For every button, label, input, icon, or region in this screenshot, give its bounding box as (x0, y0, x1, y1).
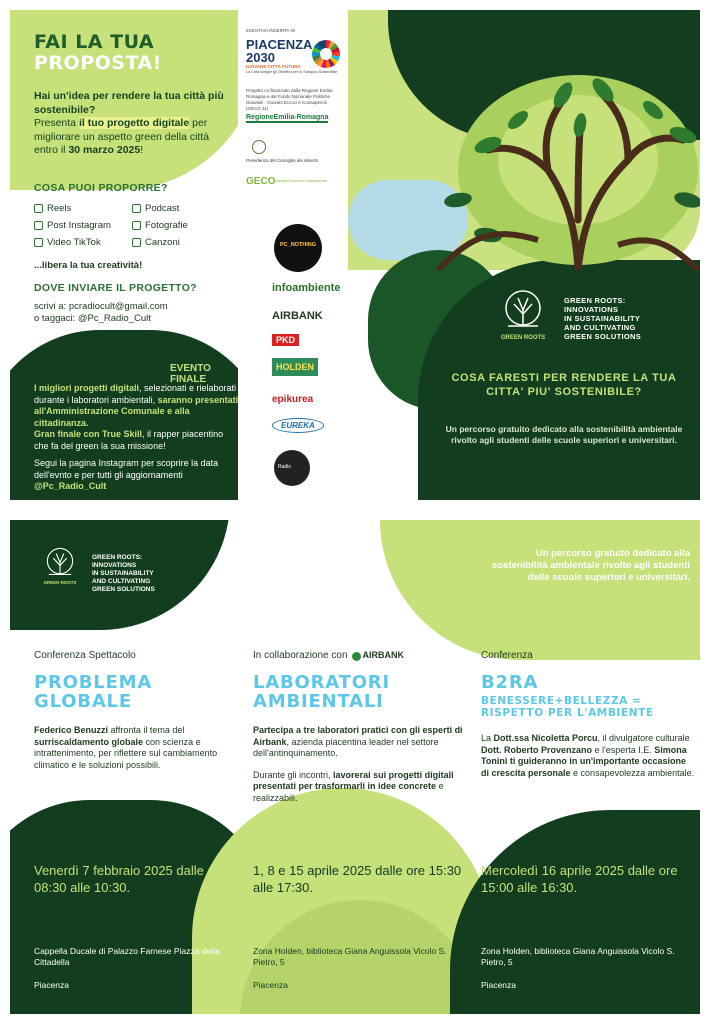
airbank-leaf-icon (352, 652, 361, 661)
green-roots-tagline: GREEN ROOTS: INNOVATIONS IN SUSTAINABILITY AND CULTIVATING GREEN SOLUTIONS (92, 554, 155, 593)
reels-icon (34, 204, 43, 213)
event-description: Federico Benuzzi affronta il tema del surriscaldamento globale con scienza e intrattenimento, per riflettere sul cambiamento climatico e le soluzioni possibili. (34, 725, 218, 770)
event-card-b2ra (481, 650, 696, 779)
music-icon (132, 238, 141, 247)
event-date: 1, 8 e 15 aprile 2025 dalle ore 15:30 alle 17:30. (253, 863, 462, 895)
final-event-text: I migliori progetti digitali, selezionati e rielaborati durante i laboratori ambientali, saranno presentati all'Amministrazione Comunale e alla cittadinanza. Gran finale con True Skill, il rapper piacentino che fa del green la sua missione! Segui la pagina Instagram per scoprire la data dell'evnto e per tutti gli aggiornamenti @Pc_Radio_Cult (34, 383, 238, 491)
giovane-citta-label: GIOVANE CITTÀ FUTURA (246, 64, 301, 69)
event-title: PROBLEMA GLOBALE (34, 672, 153, 712)
final-event-heading: EVENTO FINALE (170, 363, 211, 385)
sponsor-logo-airbank: AIRBANK (272, 310, 323, 322)
event-location: Zona Holden, biblioteca Giana Anguissola Vicolo S. Pietro, 5 (253, 946, 447, 967)
regione-logo: RegioneEmilia-Romagna (246, 114, 329, 121)
event-type: Conferenza (481, 650, 533, 661)
svg-text:GREEN ROOTS: GREEN ROOTS (500, 335, 546, 341)
cofinanced-note: Progetto co-finanziato dalla Regione Emilia-Romagna e dal Fondo Nazionale Politiche Giovanili - Giovani Eccoci e Consapevoli (GECO 11) (246, 88, 334, 111)
event-location: Cappella Ducale di Palazzo Farnese Piazza della Cittadella (34, 946, 220, 967)
cover-panel (348, 10, 700, 500)
initiative-label: INIZIATIVA INSERITA IN (246, 28, 296, 33)
airbank-logo: AIRBANK (352, 650, 405, 660)
contact-email[interactable]: scrivi a: pcradiocult@gmail.com (34, 301, 168, 312)
tiktok-icon (34, 238, 43, 247)
sdg-wheel-icon (312, 40, 340, 68)
proposal-intro: Hai un'idea per rendere la tua città più sostenibile? Presenta il tuo progetto digitale per migliorare un aspetto green della città entro il 30 marzo 2025! (34, 90, 224, 156)
piacenza-2030-logo: PIACENZA 2030 (246, 37, 313, 65)
event-card-laboratori (253, 650, 468, 804)
option-post-instagram: Post Instagram (34, 220, 111, 231)
event-description: La Dott.ssa Nicoletta Porcu, il divulgatore culturale Dott. Roberto Provenzano e l'esperta I.E. Simona Tonini ti guideranno in un'importante occasione di crescita personale e consapevolezza ambientale. (481, 733, 695, 778)
green-roots-logo (488, 286, 558, 346)
event-title: LABORATORI AMBIENTALI (253, 672, 390, 712)
green-roots-tagline: GREEN ROOTS: INNOVATIONS IN SUSTAINABILITY AND CULTIVATING GREEN SOLUTIONS (564, 296, 642, 341)
event-subtitle: BENESSERE+BELLEZZA = RISPETTO PER L'AMBIENTE (481, 695, 654, 719)
sponsor-logo-pm: PC_NOTHING (274, 224, 322, 272)
sponsor-logo-infoambiente: infoambiente (272, 282, 341, 294)
option-podcast: Podcast (132, 203, 179, 214)
option-fotografie: Fotografie (132, 220, 188, 231)
option-video-tiktok: Video TikTok (34, 237, 101, 248)
event-location: Zona Holden, biblioteca Giana Anguissola Vicolo S. Pietro, 5 (481, 946, 675, 967)
events-panel (10, 520, 700, 1014)
sponsor-logo-pkd: PKD (272, 334, 299, 346)
sponsor-logo-eureka: EUREKA (272, 418, 324, 433)
contact-instagram[interactable]: o taggaci: @Pc_Radio_Cult (34, 313, 151, 324)
cover-subtitle: Un percorso gratuito dedicato alla sostenibilità ambientale rivolto agli studenti delle scuole superiori e universitari. (445, 424, 683, 445)
event-date: Mercoledì 16 aprile 2025 dalle ore 15:00 alle 16:30. (481, 863, 678, 895)
event-card-problema-globale (34, 650, 249, 771)
svg-text:GREEN ROOTS: GREEN ROOTS (43, 580, 77, 586)
event-city: Piacenza (481, 980, 516, 990)
sponsor-strip (238, 10, 348, 500)
event-type: In collaborazione con AIRBANK (253, 650, 405, 661)
citta-sceglie-label: La Città sceglie gli Obiettivi per lo Sviluppo Sostenibile (246, 70, 338, 74)
italy-emblem-icon (252, 140, 266, 154)
decor-blob (380, 520, 700, 660)
presidenza-label: Presidenza del Consiglio dei Ministri (246, 158, 319, 163)
geco-subtitle: Giovani Eccoci e Consapevoli (274, 178, 327, 183)
instagram-icon (34, 221, 43, 230)
sponsor-logo-epikurea: epikurea (272, 394, 314, 405)
geco-logo: GECO (246, 176, 276, 187)
sponsor-logo-radio: Radio (274, 450, 310, 486)
section-heading: COSA PUOI PROPORRE? (34, 182, 168, 194)
option-reels: Reels (34, 203, 71, 214)
program-description: Un percorso gratuito dedicato alla sostenibilità ambientale rivolto agli studenti delle scuole superiori e universitari. (492, 548, 690, 583)
event-city: Piacenza (253, 980, 288, 990)
proposal-title: FAI LA TUA PROPOSTA! (34, 31, 162, 74)
section-heading: DOVE INVIARE IL PROGETTO? (34, 282, 197, 294)
podcast-icon (132, 204, 141, 213)
event-city: Piacenza (34, 980, 69, 990)
green-roots-logo (34, 542, 86, 592)
creativity-note: ...libera la tua creatività! (34, 260, 143, 271)
tree-illustration (428, 50, 700, 270)
event-date: Venerdì 7 febbraio 2025 dalle ore 08:30 alle 10:30. (34, 863, 227, 895)
event-description-2: Durante gli incontri, lavorerai sui progetti digitali presentati per trasformarli in idee concrete e realizzabili. (253, 769, 454, 803)
event-description: Partecipa a tre laboratori pratici con gli esperti di Airbank, azienda piacentina leader nel settore dell'antinquinamento. (253, 725, 463, 758)
option-canzoni: Canzoni (132, 237, 180, 248)
event-title: B2RA (481, 672, 539, 693)
camera-icon (132, 221, 141, 230)
cover-question: COSA FARESTI PER RENDERE LA TUA CITTA' PIU' SOSTENIBILE? (451, 372, 677, 398)
sponsor-logo-holden: HOLDEN (272, 358, 318, 376)
proposal-panel (10, 10, 238, 500)
event-type: Conferenza Spettacolo (34, 650, 136, 661)
